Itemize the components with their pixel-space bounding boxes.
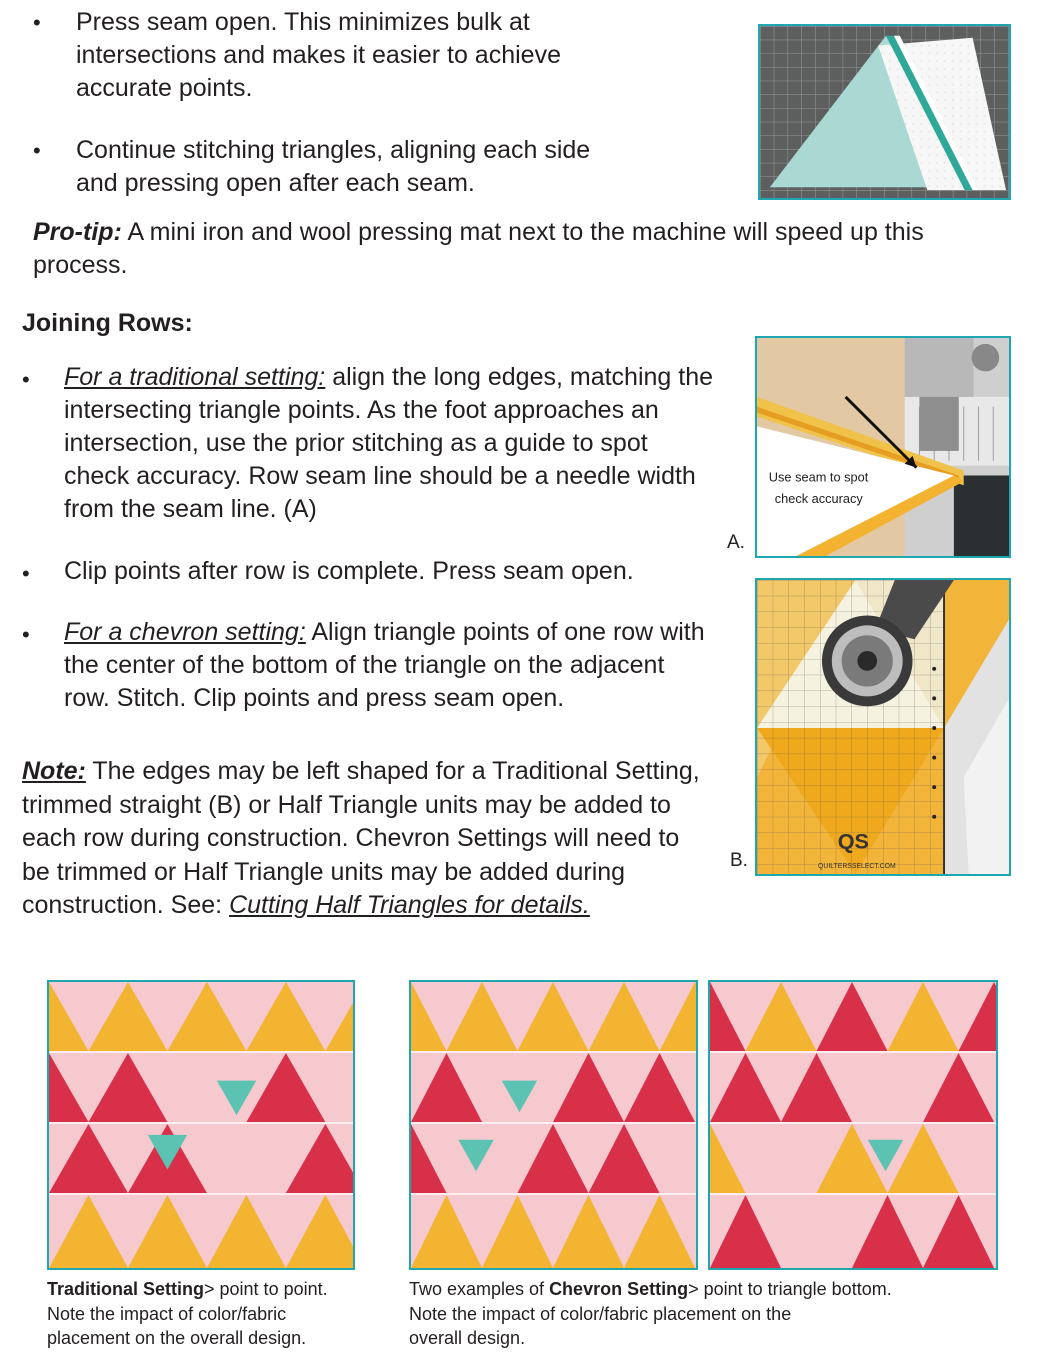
- caption-chevron-line3: overall design.: [409, 1328, 526, 1348]
- bullet-chevron-setting: [64, 616, 714, 715]
- chevron-setting-text: Align triangle points of one row with the center of the bottom of the triangle on the adjacent row. Stitch. Clip points and press seam open.: [64, 618, 705, 712]
- bullet-marker: •: [33, 10, 41, 35]
- caption-traditional-line3: placement on the overall design.: [47, 1328, 307, 1348]
- bullet-press-seam-text: Press seam open. This minimizes bulk at intersections and makes it easier to achieve accurate points.: [76, 8, 561, 102]
- bullet-marker: •: [22, 367, 30, 392]
- note-label: Note:: [22, 757, 86, 785]
- for-details-text: for details.: [467, 891, 590, 920]
- photo-chevron-setting-2: [708, 980, 998, 1270]
- protip-label: Pro-tip:: [33, 218, 122, 246]
- protip-text: A mini iron and wool pressing mat next to the machine will speed up this process.: [33, 218, 924, 279]
- cutting-half-triangles-link[interactable]: Cutting Half Triangles: [229, 891, 468, 920]
- bullet-clip-points-text: Clip points after row is complete. Press seam open.: [64, 557, 634, 585]
- photo-traditional-setting: [47, 980, 355, 1270]
- traditional-setting-text: align the long edges, matching the intersecting triangle points. As the foot approaches an intersection, use the prior stitching as a guide to spot check accuracy. Row seam line should be a needle width from the seam line. (A): [64, 363, 714, 523]
- bullet-traditional-setting: [64, 361, 714, 526]
- photo-a-overlay-line1: Use seam to spot: [768, 469, 869, 485]
- note-text: The edges may be left shaped for a Traditional Setting, trimmed straight (B) or Half Triangle units may be added to each row during construction. Chevron Settings will need to be trimmed or Half Triangle units may be added during construction. See:: [22, 757, 700, 920]
- caption-chevron: [409, 1277, 1009, 1351]
- photo-b-rotary-cutter: [755, 578, 1011, 876]
- protip-paragraph: [33, 216, 1013, 282]
- caption-chevron-line1: [409, 1277, 1009, 1302]
- photo-b-logo: QS: [837, 828, 869, 854]
- photo-pressed-seam: [758, 24, 1011, 200]
- caption-chevron-rest: > point to triangle bottom.: [688, 1279, 892, 1299]
- photo-chevron-setting-1: [409, 980, 698, 1270]
- section-heading-joining-rows: Joining Rows:: [22, 309, 193, 337]
- photo-a-overlay-line2: check accuracy: [774, 490, 863, 506]
- traditional-setting-lead: For a traditional setting:: [64, 363, 326, 391]
- photo-a-label: A.: [727, 532, 745, 553]
- caption-traditional-line2: Note the impact of color/fabric: [47, 1303, 287, 1324]
- chevron-setting-lead: For a chevron setting:: [64, 618, 306, 646]
- caption-traditional-bold: Traditional Setting: [47, 1279, 205, 1299]
- caption-chevron-line2: Note the impact of color/fabric placement on the: [409, 1303, 792, 1324]
- photo-a-sewing-machine: [755, 336, 1011, 558]
- bullet-marker: •: [22, 622, 30, 647]
- photo-b-brand: QUILTERSSELECT.COM: [818, 863, 896, 871]
- caption-chevron-bold: Chevron Setting: [549, 1279, 689, 1299]
- bullet-marker: •: [33, 138, 41, 163]
- caption-traditional: [47, 1277, 387, 1351]
- caption-traditional-rest: > point to point.: [204, 1279, 328, 1299]
- note-paragraph: [22, 755, 702, 923]
- caption-traditional-line1: [47, 1277, 387, 1302]
- photo-b-label: B.: [730, 850, 748, 871]
- caption-chevron-lead: Two examples of: [409, 1279, 550, 1299]
- bullet-continue-stitching-text: Continue stitching triangles, aligning each side and pressing open after each seam.: [76, 136, 591, 197]
- bullet-marker: •: [22, 561, 30, 586]
